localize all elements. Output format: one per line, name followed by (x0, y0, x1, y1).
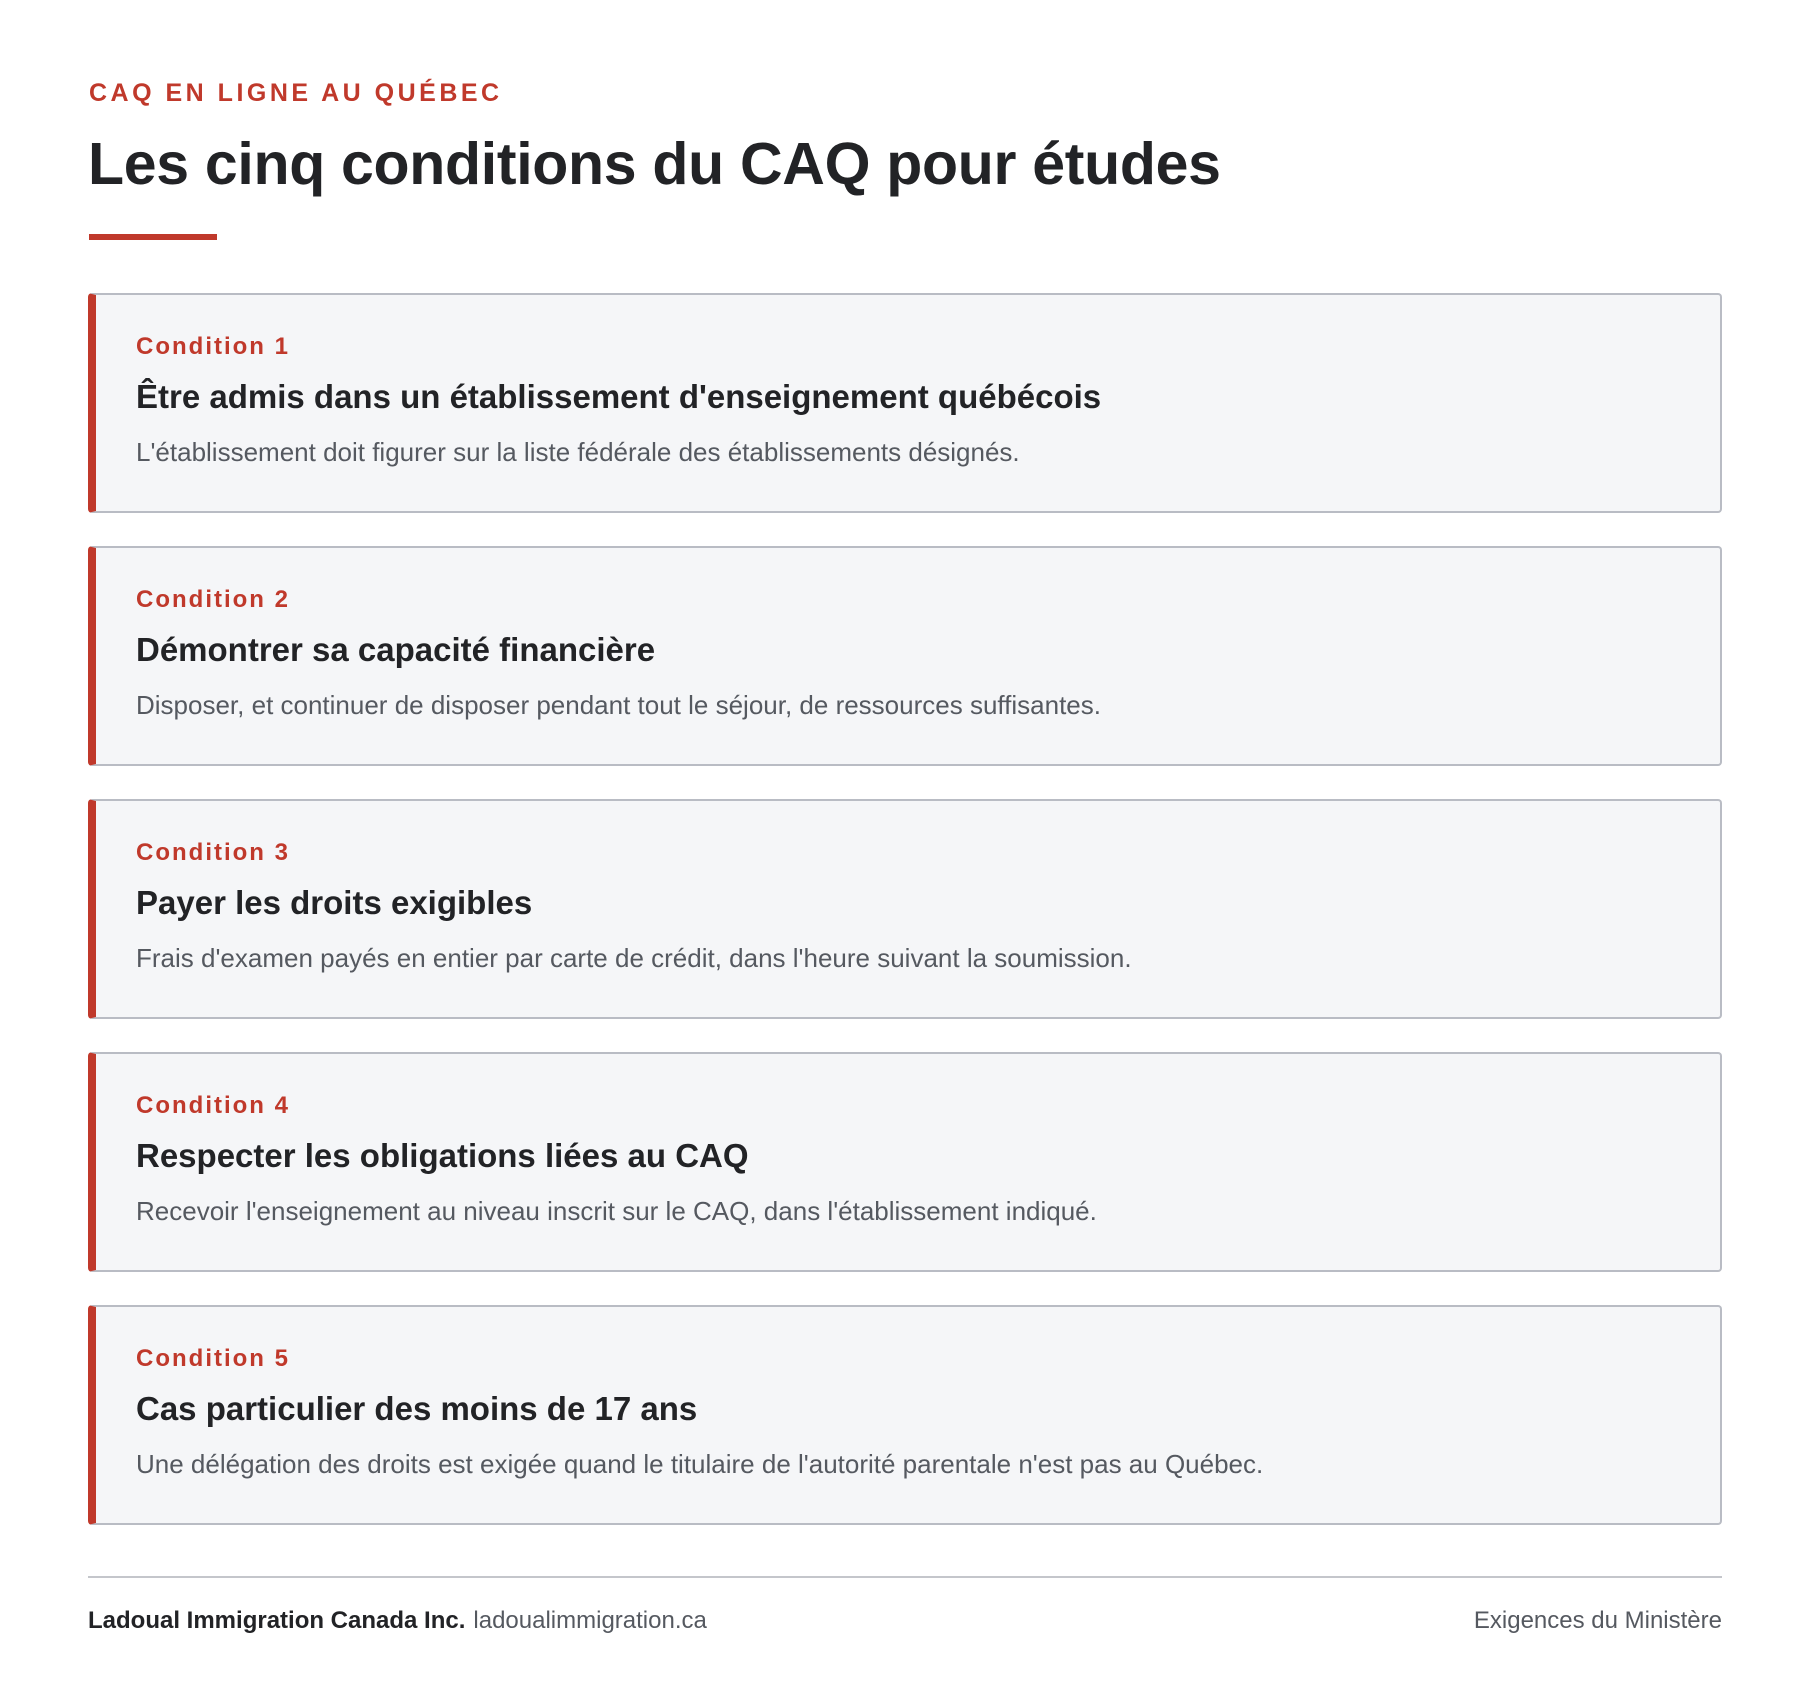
condition-heading: Cas particulier des moins de 17 ans (136, 1390, 698, 1427)
condition-heading: Payer les droits exigibles (136, 884, 533, 921)
condition-card-3 (88, 799, 1722, 1019)
condition-label: Condition 3 (136, 839, 290, 866)
footer-website-link[interactable]: ladoualimmigration.ca (473, 1607, 707, 1634)
condition-card-2 (88, 546, 1722, 766)
conditions-list (88, 293, 1722, 1558)
footer-source-note: Exigences du Ministère (1473, 1607, 1722, 1634)
condition-label: Condition 4 (136, 1092, 290, 1119)
condition-card-1 (88, 293, 1722, 513)
title-accent-rule (89, 234, 217, 240)
footer-company-name: Ladoual Immigration Canada Inc. (88, 1607, 466, 1634)
page-title: Les cinq conditions du CAQ pour études (88, 131, 1221, 197)
condition-description: L'établissement doit figurer sur la liste fédérale des établissements désignés. (136, 437, 1020, 467)
condition-heading: Respecter les obligations liées au CAQ (136, 1137, 749, 1174)
condition-card-4 (88, 1052, 1722, 1272)
condition-description: Frais d'examen payés en entier par carte de crédit, dans l'heure suivant la soumission. (136, 943, 1132, 973)
footer-divider (88, 1576, 1722, 1578)
condition-label: Condition 1 (136, 333, 290, 360)
eyebrow-label: CAQ EN LIGNE AU QUÉBEC (89, 79, 503, 107)
condition-description: Une délégation des droits est exigée quand le titulaire de l'autorité parentale n'est pas au Québec. (136, 1449, 1264, 1479)
condition-description: Disposer, et continuer de disposer pendant tout le séjour, de ressources suffisantes. (136, 690, 1101, 720)
condition-heading: Être admis dans un établissement d'enseignement québécois (136, 378, 1102, 415)
footer-credit (88, 1606, 707, 1636)
condition-label: Condition 5 (136, 1345, 290, 1372)
condition-label: Condition 2 (136, 586, 290, 613)
condition-heading: Démontrer sa capacité financière (136, 631, 656, 668)
condition-card-5 (88, 1305, 1722, 1525)
condition-description: Recevoir l'enseignement au niveau inscrit sur le CAQ, dans l'établissement indiqué. (136, 1196, 1097, 1226)
